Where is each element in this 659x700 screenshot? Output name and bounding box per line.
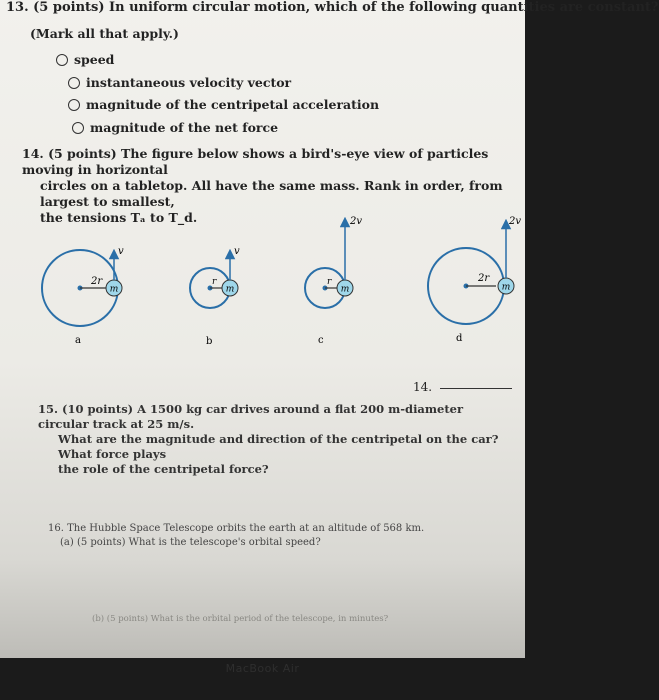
figure-panel-b [190,246,240,347]
figure-panel-c [305,216,362,346]
option-centripetal-acceleration[interactable]: magnitude of the centripetal acceleration [68,97,379,113]
question-16-text [48,522,424,550]
option-net-force[interactable]: magnitude of the net force [72,120,278,136]
question-13-instruction: (Mark all that apply.) [30,26,179,41]
radius-label: r [327,277,332,287]
mass-label: m [501,282,511,293]
option-velocity-vector[interactable]: instantaneous velocity vector [68,75,291,91]
radio-circle-icon[interactable] [68,77,80,89]
option-speed[interactable]: speed [56,52,114,68]
velocity-label: 2v [509,216,522,227]
figure-panel-d [428,216,521,344]
radius-label: 2r [478,273,490,284]
radio-circle-icon[interactable] [56,54,68,66]
panel-label: b [206,336,213,347]
answer-label: 14. [413,380,433,394]
question-16a: (a) (5 points) What is the telescope's orbital speed? [60,537,321,548]
question-13-header: 13. (5 points) In uniform circular motion, which of the following quantities are constant? [6,0,659,15]
question-14-line: circles on a tabletop. All have the same mass. Rank in order, from largest to smallest, [40,178,503,209]
velocity-label: v [118,246,124,257]
figure-panel-a [42,246,124,346]
laptop-bezel-label: MacBook Air [225,662,300,675]
velocity-label: 2v [350,216,363,227]
answer-blank[interactable] [440,388,512,389]
panel-label: a [75,335,81,346]
panel-label: d [456,333,463,344]
radio-circle-icon[interactable] [72,122,84,134]
mass-label: m [109,284,119,295]
mass-label: m [340,284,350,295]
question-14-line: 14. (5 points) The figure below shows a bird's-eye view of particles moving in horizontal [22,146,489,177]
question-16b: (b) (5 points) What is the orbital period of the telescope, in minutes? [92,614,389,624]
question-15-text [38,402,508,477]
radius-label: r [212,277,217,287]
question-14-line: the tensions Tₐ to T_d. [40,210,198,225]
mass-label: m [225,284,235,295]
question-15-line: What are the magnitude and direction of the centripetal on the car? What force plays [58,432,499,461]
circular-motion-figure [0,210,525,360]
question-15-line: 15. (10 points) A 1500 kg car drives around a flat 200 m-diameter circular track at 25 m/s. [38,402,464,431]
question-14-answer [413,380,512,394]
question-15-line: the role of the centripetal force? [58,462,269,476]
question-16-line: 16. The Hubble Space Telescope orbits the earth at an altitude of 568 km. [48,523,425,534]
radio-circle-icon[interactable] [68,99,80,111]
radius-label: 2r [91,276,103,287]
panel-label: c [318,335,324,346]
velocity-label: v [234,246,240,257]
